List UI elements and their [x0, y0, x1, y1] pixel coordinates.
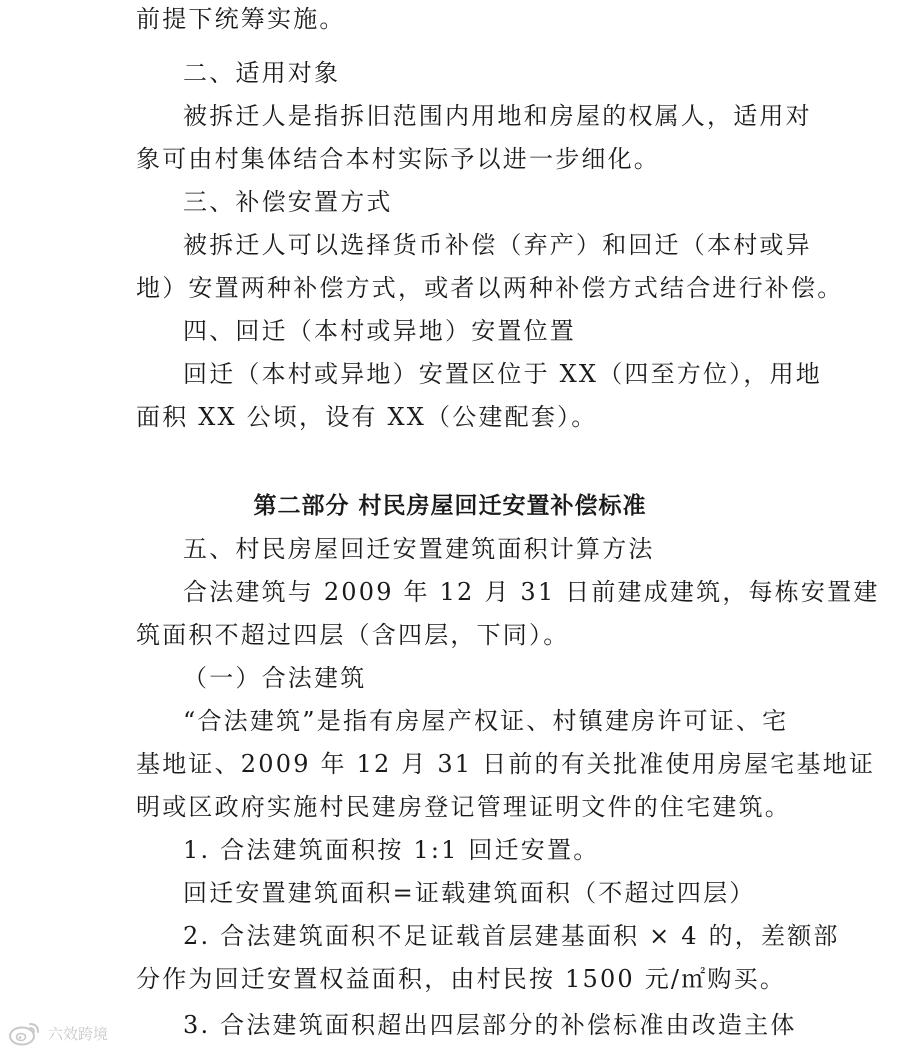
- paragraph-line: 面积 XX 公顷，设有 XX（公建配套）。: [136, 403, 598, 431]
- watermark: [8, 1018, 108, 1048]
- part-heading: 第二部分 村民房屋回迁安置补偿标准: [253, 493, 647, 519]
- paragraph-line: “合法建筑”是指有房屋产权证、村镇建房许可证、宅: [183, 707, 789, 735]
- formula-line: 回迁安置建筑面积=证载建筑面积（不超过四层）: [183, 879, 756, 907]
- paragraph-line: 象可由村集体结合本村实际予以进一步细化。: [136, 145, 660, 173]
- paragraph-line: 前提下统筹实施。: [136, 5, 346, 33]
- list-item-3: 3. 合法建筑面积超出四层部分的补偿标准由改造主体: [183, 1011, 797, 1039]
- paragraph-line: 地）安置两种补偿方式，或者以两种补偿方式结合进行补偿。: [136, 274, 844, 302]
- section-title-4: 四、回迁（本村或异地）安置位置: [183, 317, 576, 345]
- paragraph-line: 被拆迁人是指拆旧范围内用地和房屋的权属人，适用对: [183, 102, 812, 130]
- section-title-2: 二、适用对象: [183, 59, 341, 87]
- paragraph-line: 明或区政府实施村民建房登记管理证明文件的住宅建筑。: [136, 793, 791, 821]
- watermark-text: 六效跨境: [48, 1024, 109, 1043]
- paragraph-line: 筑面积不超过四层（含四层，下同）。: [136, 621, 570, 649]
- paragraph-line: 分作为回迁安置权益面积，由村民按 1500 元/㎡购买。: [136, 965, 787, 993]
- paragraph-line: 回迁（本村或异地）安置区位于 XX（四至方位），用地: [183, 360, 822, 388]
- section-title-5: 五、村民房屋回迁安置建筑面积计算方法: [183, 535, 655, 563]
- subsection-title: （一）合法建筑: [183, 664, 367, 692]
- paragraph-line: 基地证、2009 年 12 月 31 日前的有关批准使用房屋宅基地证: [136, 750, 876, 778]
- section-title-3: 三、补偿安置方式: [183, 188, 393, 216]
- weibo-logo-icon: [8, 1018, 42, 1048]
- paragraph-line: 被拆迁人可以选择货币补偿（弃产）和回迁（本村或异: [183, 231, 812, 259]
- list-item-2: 2. 合法建筑面积不足证载首层建基面积 × 4 的，差额部: [183, 922, 840, 950]
- list-item-1: 1. 合法建筑面积按 1:1 回迁安置。: [183, 836, 600, 864]
- paragraph-line: 合法建筑与 2009 年 12 月 31 日前建成建筑，每栋安置建: [183, 578, 880, 606]
